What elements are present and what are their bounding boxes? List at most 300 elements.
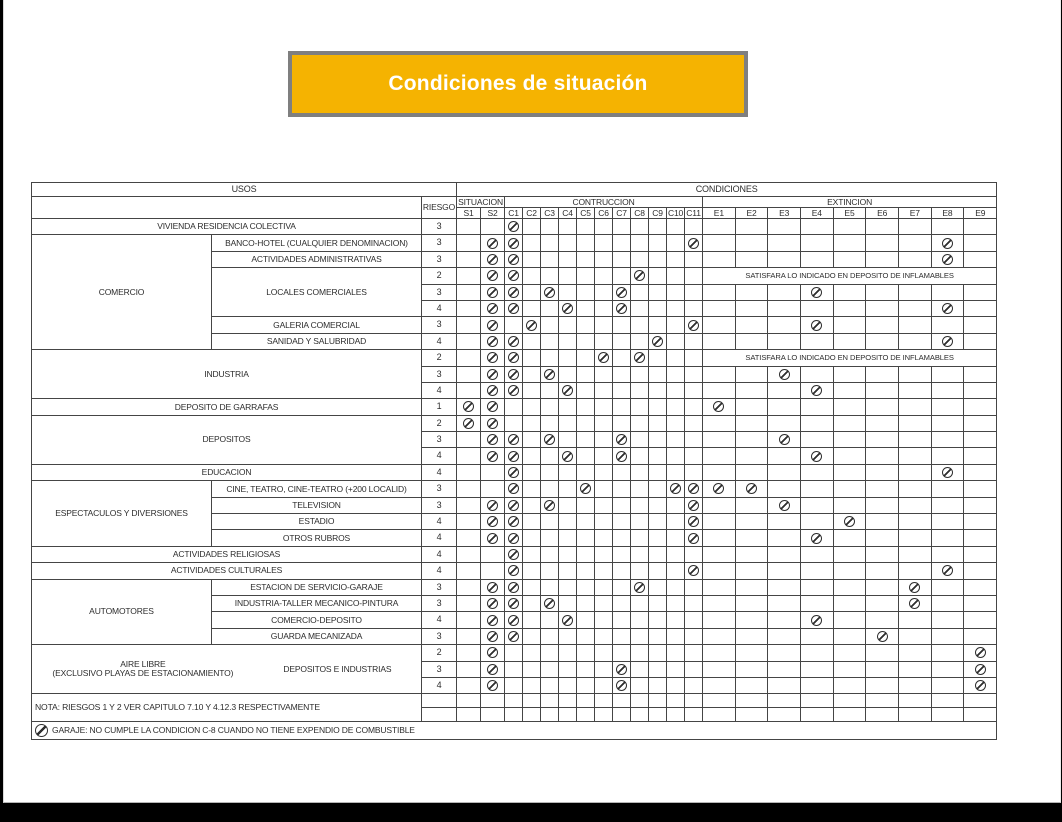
condition-cell-c5 (577, 677, 595, 693)
condition-cell-c10 (667, 251, 685, 267)
garaje-note-content (32, 724, 996, 737)
condition-cell-c9 (649, 333, 667, 349)
prohibition-mark-icon (508, 631, 519, 642)
condition-cell-s1 (457, 366, 481, 382)
prohibition-mark-icon (508, 516, 519, 527)
condition-cell-c11 (685, 399, 703, 415)
condition-cell-e8 (931, 300, 964, 316)
condition-cell-c4 (559, 333, 577, 349)
riesgo-value: 4 (422, 382, 457, 398)
prohibition-mark-icon (487, 401, 498, 412)
condition-cell-e4 (801, 333, 834, 349)
condition-cell-e7 (898, 464, 931, 480)
condition-cell-c4 (559, 612, 577, 628)
uso-group-label: AUTOMOTORES (32, 579, 212, 645)
uso-label: INDUSTRIA (32, 350, 422, 399)
condition-cell-e1 (703, 300, 736, 316)
condition-cell-c1 (505, 661, 523, 677)
condition-cell-e1 (703, 317, 736, 333)
riesgo-value: 3 (422, 595, 457, 611)
condition-cell-e9 (964, 448, 997, 464)
condition-cell-e9 (964, 284, 997, 300)
condition-cell-c7 (613, 579, 631, 595)
prohibition-mark-icon (487, 631, 498, 642)
condition-cell-c5 (577, 399, 595, 415)
condition-cell-e8 (931, 219, 964, 235)
condition-cell-e3 (768, 366, 801, 382)
condition-cell-c7 (613, 464, 631, 480)
condition-cell-e4 (801, 317, 834, 333)
condition-cell-c3 (541, 219, 559, 235)
condition-cell-c11 (685, 661, 703, 677)
condition-cell-c8 (631, 481, 649, 497)
condition-cell-c11 (685, 251, 703, 267)
usos-empty-cell (32, 197, 422, 219)
condition-cell-s1 (457, 677, 481, 693)
header-row-groups (32, 197, 997, 208)
condition-cell-c5 (577, 530, 595, 546)
condition-cell-c5 (577, 481, 595, 497)
uso-label: ACTIVIDADES RELIGIOSAS (32, 546, 422, 562)
condition-cell-e2 (735, 251, 768, 267)
condition-cell-c6 (595, 563, 613, 579)
condition-cell-c10 (667, 432, 685, 448)
condition-cell-e8 (931, 595, 964, 611)
prohibition-mark-icon (487, 320, 498, 331)
condition-cell-e4 (801, 579, 834, 595)
condition-cell-c4 (559, 628, 577, 644)
prohibition-mark-icon (616, 451, 627, 462)
condition-cell-c11 (685, 333, 703, 349)
riesgo-value: 3 (422, 317, 457, 333)
condition-cell-c8 (631, 251, 649, 267)
condition-cell-c11 (685, 219, 703, 235)
condition-cell-e3 (768, 628, 801, 644)
prohibition-mark-icon (942, 238, 953, 249)
prohibition-mark-icon (508, 303, 519, 314)
condition-cell-c7 (613, 628, 631, 644)
condition-cell-e4 (801, 448, 834, 464)
condition-cell-c3 (541, 612, 559, 628)
table-row (32, 645, 997, 661)
condition-cell-e9 (964, 382, 997, 398)
col-header-e5: E5 (833, 208, 866, 219)
condition-cell-c3 (541, 628, 559, 644)
condition-cell-c4 (559, 219, 577, 235)
condition-cell-e3 (768, 530, 801, 546)
riesgo-value: 2 (422, 645, 457, 661)
uso-label: GALERIA COMERCIAL (212, 317, 422, 333)
table-row (32, 399, 997, 415)
riesgo-value: 3 (422, 284, 457, 300)
condition-cell-e9 (964, 628, 997, 644)
condition-cell-c11 (685, 612, 703, 628)
empty-cell (964, 694, 997, 708)
condition-cell-e6 (866, 317, 899, 333)
condition-cell-e3 (768, 612, 801, 628)
condition-cell-c10 (667, 464, 685, 480)
aire-libre-content (32, 645, 421, 693)
construccion-header: CONTRUCCION (505, 197, 703, 208)
col-header-e6: E6 (866, 208, 899, 219)
condition-cell-e7 (898, 235, 931, 251)
bottom-bar (0, 803, 1062, 822)
condition-cell-c5 (577, 432, 595, 448)
col-header-e4: E4 (801, 208, 834, 219)
condition-cell-c10 (667, 628, 685, 644)
condition-cell-e9 (964, 415, 997, 431)
uso-label: ESTADIO (212, 514, 422, 530)
condition-cell-e6 (866, 530, 899, 546)
condition-cell-c9 (649, 300, 667, 316)
condition-cell-e8 (931, 481, 964, 497)
uso-label: VIVIENDA RESIDENCIA COLECTIVA (32, 219, 422, 235)
condition-cell-c7 (613, 432, 631, 448)
condition-cell-c1 (505, 448, 523, 464)
prohibition-mark-icon (562, 451, 573, 462)
prohibition-mark-icon (508, 483, 519, 494)
prohibition-mark-icon (487, 500, 498, 511)
prohibition-mark-icon (616, 303, 627, 314)
condition-cell-c11 (685, 350, 703, 366)
empty-cell (505, 694, 523, 708)
condition-cell-e7 (898, 366, 931, 382)
condition-cell-e9 (964, 530, 997, 546)
condition-cell-e3 (768, 595, 801, 611)
condition-cell-e4 (801, 415, 834, 431)
empty-cell (768, 694, 801, 708)
col-header-e1: E1 (703, 208, 736, 219)
prohibition-mark-icon (508, 615, 519, 626)
prohibition-mark-icon (616, 434, 627, 445)
condition-cell-c2 (523, 350, 541, 366)
condition-cell-c10 (667, 317, 685, 333)
condition-cell-e1 (703, 251, 736, 267)
condition-cell-c3 (541, 333, 559, 349)
condition-cell-e2 (735, 219, 768, 235)
condition-cell-e6 (866, 300, 899, 316)
empty-cell (559, 694, 577, 708)
col-header-c2: C2 (523, 208, 541, 219)
condition-cell-s2 (481, 333, 505, 349)
prohibition-mark-icon (652, 336, 663, 347)
condition-cell-c4 (559, 382, 577, 398)
prohibition-mark-icon (811, 320, 822, 331)
prohibition-mark-icon (508, 565, 519, 576)
condition-cell-e8 (931, 366, 964, 382)
condition-cell-e5 (833, 317, 866, 333)
condition-cell-e1 (703, 448, 736, 464)
empty-cell (481, 708, 505, 722)
condition-cell-c5 (577, 382, 595, 398)
condition-cell-c8 (631, 284, 649, 300)
condition-cell-c1 (505, 399, 523, 415)
prohibition-mark-icon (562, 615, 573, 626)
prohibition-mark-icon (779, 434, 790, 445)
condition-cell-e3 (768, 514, 801, 530)
riesgo-value: 1 (422, 399, 457, 415)
condition-cell-e8 (931, 464, 964, 480)
condition-cell-e6 (866, 235, 899, 251)
empty-cell (703, 708, 736, 722)
condition-cell-s1 (457, 497, 481, 513)
condition-cell-c5 (577, 284, 595, 300)
prohibition-mark-icon (544, 598, 555, 609)
condition-cell-s1 (457, 530, 481, 546)
condition-cell-e9 (964, 251, 997, 267)
prohibition-mark-icon (942, 254, 953, 265)
condition-cell-e6 (866, 645, 899, 661)
condition-cell-e2 (735, 677, 768, 693)
condition-cell-e9 (964, 333, 997, 349)
condition-cell-e8 (931, 563, 964, 579)
condition-cell-c10 (667, 497, 685, 513)
condition-cell-s1 (457, 546, 481, 562)
condition-cell-c6 (595, 333, 613, 349)
condition-cell-c11 (685, 300, 703, 316)
prohibition-mark-icon (688, 483, 699, 494)
condition-cell-e6 (866, 563, 899, 579)
condition-cell-c2 (523, 579, 541, 595)
condition-cell-c3 (541, 514, 559, 530)
empty-cell (523, 708, 541, 722)
condition-cell-s1 (457, 432, 481, 448)
condition-cell-e7 (898, 579, 931, 595)
condition-cell-e4 (801, 497, 834, 513)
prohibition-mark-icon (487, 615, 498, 626)
empty-cell (703, 694, 736, 708)
condition-cell-e1 (703, 415, 736, 431)
prohibition-mark-icon (562, 385, 573, 396)
usos-header: USOS (32, 183, 457, 197)
condition-cell-e5 (833, 284, 866, 300)
prohibition-mark-icon (746, 483, 757, 494)
condition-cell-c10 (667, 645, 685, 661)
condition-cell-c11 (685, 595, 703, 611)
prohibition-mark-icon (487, 451, 498, 462)
condition-cell-e1 (703, 235, 736, 251)
condition-cell-s2 (481, 432, 505, 448)
condition-cell-e4 (801, 628, 834, 644)
condition-cell-c10 (667, 333, 685, 349)
condition-cell-e8 (931, 628, 964, 644)
prohibition-mark-icon (487, 598, 498, 609)
prohibition-mark-icon (811, 533, 822, 544)
condition-cell-e8 (931, 399, 964, 415)
condition-cell-c2 (523, 382, 541, 398)
condition-cell-e3 (768, 661, 801, 677)
condition-cell-c9 (649, 219, 667, 235)
empty-cell (505, 708, 523, 722)
empty-cell (801, 694, 834, 708)
condition-cell-c4 (559, 677, 577, 693)
condition-cell-c10 (667, 481, 685, 497)
condition-cell-e8 (931, 514, 964, 530)
prohibition-mark-icon (811, 451, 822, 462)
uso-label: ESTACION DE SERVICIO-GARAJE (212, 579, 422, 595)
condition-cell-e2 (735, 464, 768, 480)
condition-cell-s2 (481, 497, 505, 513)
condition-cell-s2 (481, 382, 505, 398)
condition-cell-e6 (866, 595, 899, 611)
prohibition-mark-icon (616, 287, 627, 298)
condition-cell-e9 (964, 514, 997, 530)
condition-cell-c4 (559, 350, 577, 366)
condition-cell-c5 (577, 219, 595, 235)
condition-cell-c7 (613, 251, 631, 267)
condition-cell-c3 (541, 677, 559, 693)
condition-cell-s2 (481, 350, 505, 366)
nota-row (32, 694, 997, 708)
condition-cell-c8 (631, 497, 649, 513)
col-header-c4: C4 (559, 208, 577, 219)
condition-cell-c1 (505, 333, 523, 349)
table-row (32, 464, 997, 480)
condition-cell-c3 (541, 350, 559, 366)
condition-cell-e3 (768, 579, 801, 595)
riesgo-value: 3 (422, 251, 457, 267)
condition-cell-c1 (505, 382, 523, 398)
condition-cell-s1 (457, 399, 481, 415)
condition-cell-c6 (595, 219, 613, 235)
condition-cell-c10 (667, 399, 685, 415)
condition-cell-c7 (613, 612, 631, 628)
condition-cell-e4 (801, 481, 834, 497)
condition-cell-e8 (931, 645, 964, 661)
condition-cell-c5 (577, 464, 595, 480)
condition-cell-c10 (667, 612, 685, 628)
condition-cell-c7 (613, 300, 631, 316)
col-header-c5: C5 (577, 208, 595, 219)
condition-cell-e5 (833, 448, 866, 464)
condition-cell-c7 (613, 350, 631, 366)
condition-cell-e6 (866, 448, 899, 464)
condition-cell-c3 (541, 415, 559, 431)
uso-label: COMERCIO-DEPOSITO (212, 612, 422, 628)
condition-cell-e2 (735, 645, 768, 661)
condition-cell-c6 (595, 579, 613, 595)
condition-cell-e3 (768, 251, 801, 267)
condition-cell-s1 (457, 563, 481, 579)
condition-cell-s2 (481, 677, 505, 693)
condition-cell-e4 (801, 514, 834, 530)
condition-cell-c5 (577, 251, 595, 267)
riesgo-empty (422, 694, 457, 708)
condition-cell-c7 (613, 284, 631, 300)
condition-cell-c5 (577, 415, 595, 431)
riesgo-value: 3 (422, 481, 457, 497)
uso-label: ACTIVIDADES CULTURALES (32, 563, 422, 579)
condition-cell-c5 (577, 497, 595, 513)
condition-cell-e5 (833, 415, 866, 431)
condition-cell-c3 (541, 448, 559, 464)
condition-cell-e2 (735, 612, 768, 628)
condition-cell-c7 (613, 661, 631, 677)
condition-cell-c6 (595, 464, 613, 480)
col-header-e2: E2 (735, 208, 768, 219)
condition-cell-c10 (667, 677, 685, 693)
condition-cell-e6 (866, 546, 899, 562)
condition-cell-c9 (649, 628, 667, 644)
condition-cell-s1 (457, 219, 481, 235)
condition-cell-c4 (559, 415, 577, 431)
condition-cell-e8 (931, 333, 964, 349)
empty-cell (685, 708, 703, 722)
condition-cell-c6 (595, 300, 613, 316)
empty-cell (541, 694, 559, 708)
prohibition-mark-icon (688, 500, 699, 511)
prohibition-mark-icon (35, 724, 48, 737)
condition-cell-s2 (481, 219, 505, 235)
condition-cell-e1 (703, 530, 736, 546)
condition-cell-e4 (801, 645, 834, 661)
condition-cell-s1 (457, 612, 481, 628)
condition-cell-e1 (703, 546, 736, 562)
condition-cell-c4 (559, 448, 577, 464)
prohibition-mark-icon (909, 598, 920, 609)
condition-cell-c3 (541, 481, 559, 497)
condition-cell-c8 (631, 415, 649, 431)
condition-cell-c5 (577, 448, 595, 464)
condition-cell-s2 (481, 399, 505, 415)
prohibition-mark-icon (508, 221, 519, 232)
condition-cell-c2 (523, 481, 541, 497)
condition-cell-s2 (481, 661, 505, 677)
condition-cell-s2 (481, 645, 505, 661)
condition-cell-c6 (595, 268, 613, 284)
prohibition-mark-icon (975, 680, 986, 691)
condition-cell-c11 (685, 628, 703, 644)
condition-cell-c9 (649, 481, 667, 497)
condition-cell-c10 (667, 415, 685, 431)
condition-cell-c3 (541, 300, 559, 316)
condition-cell-c5 (577, 333, 595, 349)
condition-cell-e2 (735, 661, 768, 677)
table-row (32, 563, 997, 579)
condition-cell-c7 (613, 382, 631, 398)
condition-cell-s1 (457, 333, 481, 349)
condition-cell-c9 (649, 563, 667, 579)
condition-cell-e3 (768, 546, 801, 562)
condition-cell-e2 (735, 284, 768, 300)
condition-cell-c2 (523, 612, 541, 628)
condition-cell-c10 (667, 268, 685, 284)
col-header-e9: E9 (964, 208, 997, 219)
condition-cell-c9 (649, 677, 667, 693)
condition-cell-c8 (631, 382, 649, 398)
condition-cell-e5 (833, 579, 866, 595)
condition-cell-c11 (685, 415, 703, 431)
condition-cell-c7 (613, 268, 631, 284)
prohibition-mark-icon (508, 270, 519, 281)
condition-cell-c8 (631, 366, 649, 382)
condition-cell-e5 (833, 546, 866, 562)
condition-cell-c1 (505, 317, 523, 333)
condition-cell-e4 (801, 300, 834, 316)
condition-cell-c10 (667, 579, 685, 595)
condition-cell-c7 (613, 219, 631, 235)
condition-cell-s2 (481, 546, 505, 562)
condition-cell-c2 (523, 366, 541, 382)
condition-cell-c7 (613, 235, 631, 251)
condition-cell-c7 (613, 645, 631, 661)
condition-cell-e6 (866, 677, 899, 693)
condition-cell-c9 (649, 350, 667, 366)
condition-cell-e2 (735, 595, 768, 611)
condition-cell-c11 (685, 514, 703, 530)
condition-cell-c11 (685, 268, 703, 284)
prohibition-mark-icon (463, 401, 474, 412)
